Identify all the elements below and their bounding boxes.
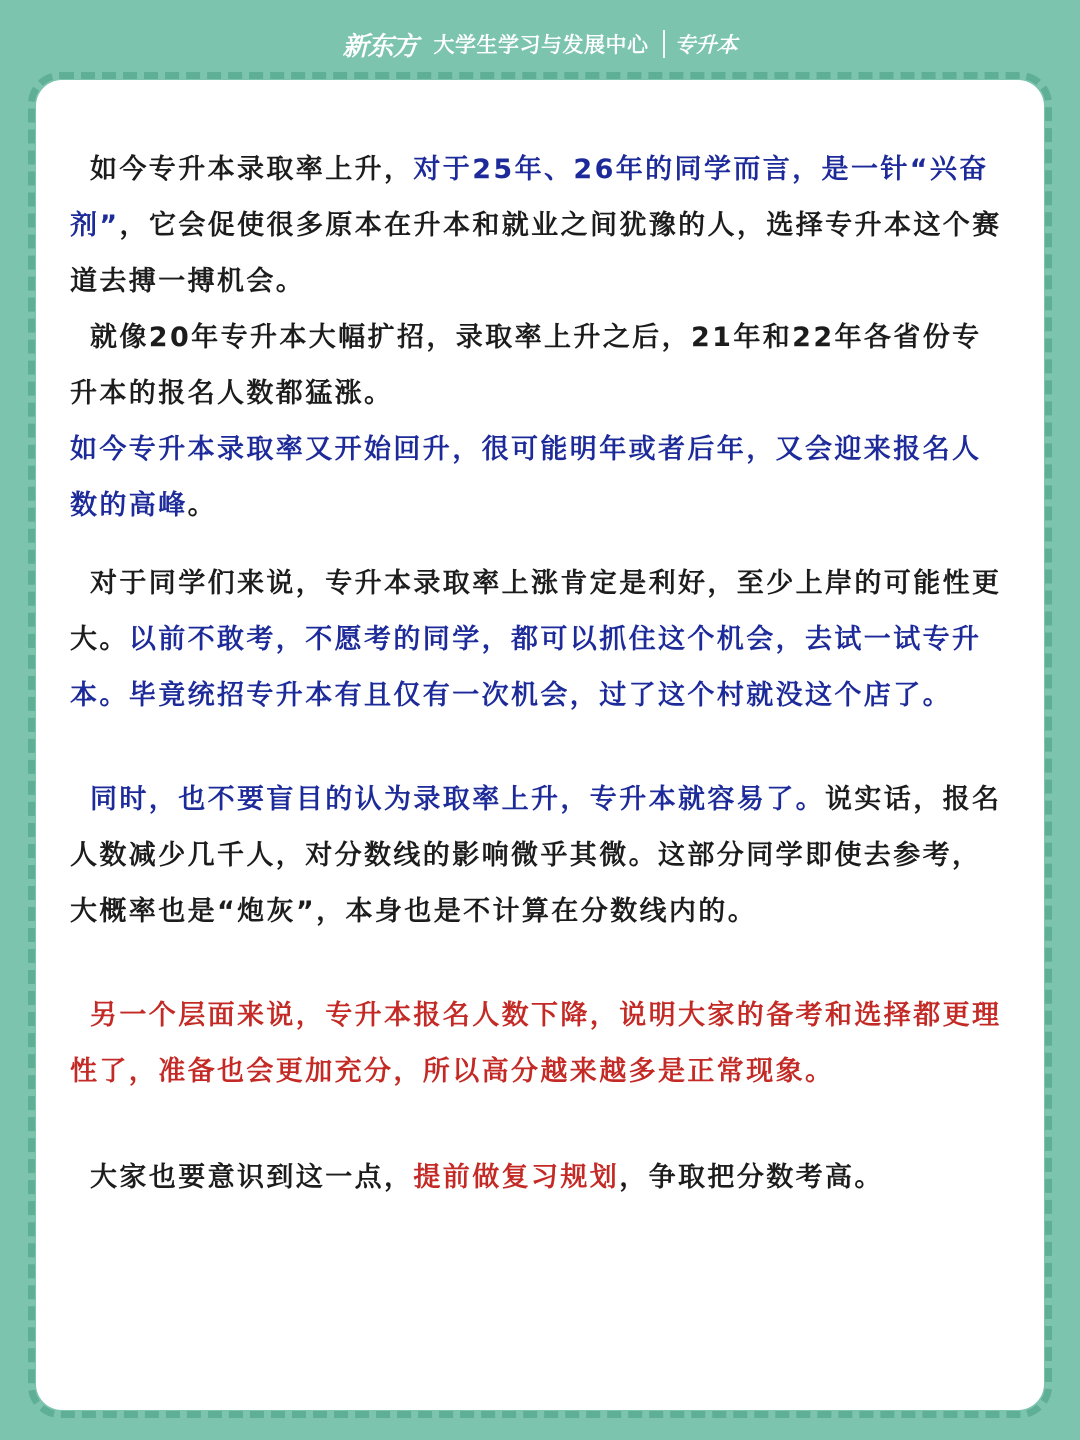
paragraph-5-text-b: 说实话，报名人数减少几千人，对分数线的影响微乎其微。这部分同学即使去参考，大概率也是“炮灰”，本身也是不计算在分数线内的。 bbox=[70, 784, 1002, 927]
article-card bbox=[36, 80, 1044, 1410]
paragraph-5-highlight: 同时，也不要盲目的认为录取率上升，专升本就容易了。 bbox=[90, 784, 825, 815]
spacer bbox=[70, 724, 1010, 772]
paragraph-4 bbox=[70, 556, 1010, 724]
paragraph-7-highlight: 提前做复习规划 bbox=[413, 1162, 620, 1193]
brand-logo: 新东方 bbox=[342, 31, 418, 62]
paragraph-1-text-a: 如今专升本录取率上升， bbox=[90, 154, 414, 185]
paragraph-7-text-c: ，争取把分数考高。 bbox=[619, 1162, 884, 1193]
paragraph-3 bbox=[70, 422, 1010, 534]
sub-brand-logo: 专升本 bbox=[674, 33, 738, 57]
paragraph-5 bbox=[70, 772, 1010, 940]
center-name: 大学生学习与发展中心 bbox=[433, 33, 649, 57]
header bbox=[0, 22, 1080, 66]
paragraph-7-text-a: 大家也要意识到这一点， bbox=[90, 1162, 414, 1193]
spacer bbox=[70, 534, 1010, 556]
paragraph-2: 就像20年专升本大幅扩招，录取率上升之后，21年和22年各省份专升本的报名人数都猛涨。 bbox=[70, 322, 982, 409]
paragraph-4-highlight: 以前不敢考，不愿考的同学，都可以抓住这个机会，去试一试专升本。毕竟统招专升本有且仅有一次机会，过了这个村就没这个店了。 bbox=[70, 624, 982, 711]
paragraph-1 bbox=[70, 142, 1010, 310]
paragraph-1-highlight: 对于25年、26年的同学而言，是一针“兴奋剂” bbox=[70, 154, 989, 241]
paragraph-6: 另一个层面来说，专升本报名人数下降，说明大家的备考和选择都更理性了，准备也会更加充分，所以高分越来越多是正常现象。 bbox=[70, 1000, 1002, 1087]
spacer bbox=[70, 1100, 1010, 1150]
paragraph-7 bbox=[70, 1150, 1010, 1206]
paragraph-4-text-a: 对于同学们来说，专升本录取率上涨肯定是利好，至少上岸的可能性更大。 bbox=[70, 568, 1002, 655]
spacer bbox=[70, 940, 1010, 988]
header-divider bbox=[663, 30, 665, 58]
paragraph-1-text-c: ，它会促使很多原本在升本和就业之间犹豫的人，选择专升本这个赛道去搏一搏机会。 bbox=[70, 210, 1002, 297]
paragraph-3-period: 。 bbox=[187, 490, 218, 521]
paragraph-3-highlight: 如今专升本录取率又开始回升，很可能明年或者后年，又会迎来报名人数的高峰 bbox=[70, 434, 982, 521]
article-body bbox=[70, 142, 1010, 1206]
